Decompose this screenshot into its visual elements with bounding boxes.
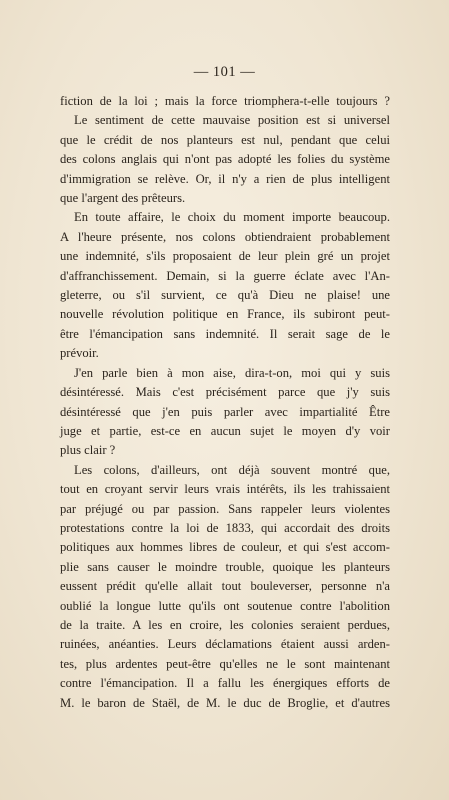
text-line: eussent prédit qu'elle allait tout bouleverser, personne n'a [60, 579, 390, 594]
text-line: plie sans causer le moindre trouble, quoique les planteurs [60, 559, 390, 574]
paragraph-end-line: plus clair ? [60, 443, 116, 458]
page-number: — 101 — [193, 64, 256, 80]
paragraph-start-line: En toute affaire, le choix du moment importe beaucoup. [74, 210, 390, 225]
text-line: politiques aux hommes libres de couleur, et qui s'est accom- [60, 540, 390, 555]
text-line: désintéressé que j'en puis parler avec impartialité Être [60, 404, 390, 419]
text-line: par préjugé ou par passion. Sans rappeler leurs violentes [60, 501, 390, 516]
text-line: de la traite. A les en croire, les colonies seraient perdues, [60, 617, 390, 632]
text-line: protestations contre la loi de 1833, qui accordait des droits [60, 520, 390, 535]
text-line: ruinées, anéanties. Leurs déclamations étaient aussi arden- [60, 637, 390, 652]
paragraph-start-line: Les colons, d'ailleurs, ont déjà souvent montré que, [74, 462, 390, 477]
text-line: gleterre, ou s'il survient, ce qu'à Dieu ne plaise! une [60, 288, 390, 303]
text-line: oublié la longue lutte qu'ils ont soutenue contre l'abolition [60, 598, 390, 613]
text-line: contre l'émancipation. Il a fallu les énergiques efforts de [60, 676, 390, 691]
text-line: des colons anglais qui n'ont pas adopté les folies du système [60, 152, 390, 167]
text-line: tes, plus ardentes peut-être qu'elles ne le sont maintenant [60, 656, 390, 671]
paragraph-start-line: J'en parle bien à mon aise, dira-t-on, moi qui y suis [74, 365, 390, 380]
text-line: que le crédit de nos planteurs est nul, pendant que celui [60, 132, 390, 147]
text-line: d'affranchissement. Demain, si la guerre éclate avec l'An- [60, 268, 390, 283]
text-line: juge et partie, est-ce en aucun sujet le moyen d'y voir [60, 423, 390, 438]
text-line: M. le baron de Staël, de M. le duc de Broglie, et d'autres [60, 695, 390, 710]
body-text [60, 92, 390, 713]
text-line: désintéressé. Mais c'est précisément parce que j'y suis [60, 385, 390, 400]
text-line: être l'émancipation sans indemnité. Il serait sage de le [60, 326, 390, 341]
paragraph-end-line: que l'argent des prêteurs. [60, 191, 186, 206]
text-line: une indemnité, s'ils proposaient de leur plein gré un projet [60, 249, 390, 264]
text-line: nouvelle révolution politique en France, ils subiront peut- [60, 307, 390, 322]
paragraph-end-line: prévoir. [60, 346, 99, 361]
text-line: tout en croyant servir leurs vrais intérêts, ils les trahissaient [60, 482, 390, 497]
text-line: A l'heure présente, nos colons obtiendraient probablement [60, 229, 390, 244]
paragraph-start-line: Le sentiment de cette mauvaise position est si universel [74, 113, 390, 128]
text-line: d'immigration se relève. Or, il n'y a rien de plus intelligent [60, 171, 390, 186]
text-line: fiction de la loi ; mais la force triomphera-t-elle toujours ? [60, 94, 390, 108]
